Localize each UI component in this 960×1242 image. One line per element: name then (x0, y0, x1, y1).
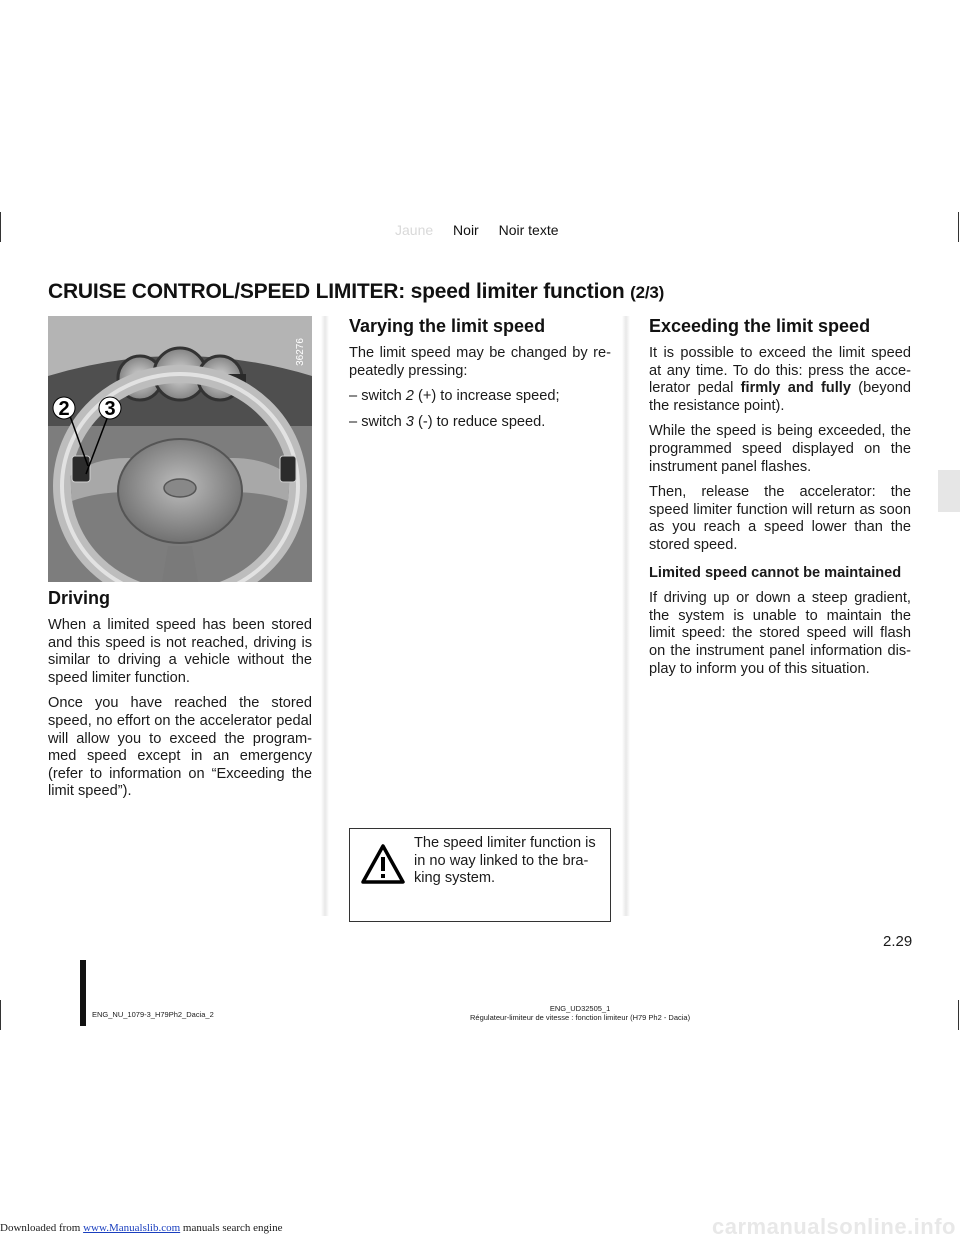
exceeding-subheading: Limited speed cannot be maintained (649, 564, 902, 581)
steering-wheel-illustration (48, 316, 312, 582)
exceeding-paragraph-2: While the speed is being exceeded, the programmed speed displayed on the instrument panel flashes. (649, 423, 911, 475)
varying-item (349, 414, 611, 432)
warning-triangle-icon (360, 843, 406, 885)
steering-wheel-photo (48, 316, 312, 582)
varying-section (349, 316, 611, 431)
exceeding-section (649, 316, 911, 678)
callout-3: 3 (104, 398, 116, 420)
exceeding-paragraph-4: If driving up or down a steep gradient, the system is unable to maintain the limit speed: the stored speed will flash on the instrument panel information dis-play to inform you of this situation. (649, 590, 911, 677)
page-number: 2.29 (883, 933, 913, 950)
chapter-tab (938, 470, 960, 512)
driving-heading: Driving (48, 588, 111, 608)
download-bar (0, 1222, 282, 1234)
driving-paragraph-2: Once you have reached the stored speed, no effort on the accelerator pedal will allow you to exceed the program-med speed except in an emergency (refer to information on “Exceeding the limit speed”). (48, 695, 312, 800)
footer-center-code: ENG_UD32505_1 (549, 1004, 611, 1013)
image-code: 36276 (295, 338, 306, 366)
list-text: (-) to reduce speed. (417, 413, 546, 430)
crop-mark (0, 212, 1, 242)
exceeding-heading: Exceeding the limit speed (649, 316, 871, 336)
switch-number: 3 (405, 413, 414, 430)
driving-paragraph-1: When a limited speed has been stored and this speed is not reached, driving is similar to driving a vehicle without the speed limiter function. (48, 617, 312, 686)
column-divider (622, 316, 630, 916)
callout-2: 2 (58, 398, 70, 420)
varying-item (349, 388, 611, 406)
list-text: switch (361, 388, 402, 405)
driving-section (48, 588, 312, 801)
list-text: switch (361, 413, 402, 430)
exceeding-paragraph-3: Then, release the accelerator: the speed limiter function will return as soon as you reach a speed lower than the stored speed. (649, 484, 911, 553)
exceeding-paragraph-1: It is possible to exceed the limit speed at any time. To do this: press the acce-lerator pedal firmly and fully (beyond the resistance point). (649, 345, 911, 414)
footer-bar (80, 960, 86, 1026)
download-text: Downloaded from (0, 1222, 81, 1234)
emphasis-text: firmly and fully (740, 380, 851, 397)
crop-mark (0, 1000, 1, 1030)
crop-mark (958, 212, 959, 242)
footer-left-code: ENG_NU_1079-3_H79Ph2_Dacia_2 (92, 1010, 214, 1019)
list-dash: – (349, 388, 358, 405)
column-divider (321, 316, 329, 916)
list-text: (+) to increase speed; (417, 388, 560, 405)
footer-center-description: Régulateur-limiteur de vitesse : fonction limiteur (H79 Ph2 - Dacia) (470, 1013, 691, 1022)
varying-heading: Varying the limit speed (349, 316, 546, 336)
crop-mark (958, 1000, 959, 1030)
mark-noir: Noir (453, 222, 479, 238)
print-color-marks (395, 222, 575, 238)
warning-text: The speed limiter function is in no way linked to the bra-king system. (414, 835, 596, 887)
varying-intro: The limit speed may be changed by re-peatedly pressing: (349, 345, 611, 379)
page-title-main: CRUISE CONTROL/SPEED LIMITER: speed limiter function (48, 280, 625, 303)
watermark: carmanualsonline.info (712, 1214, 956, 1239)
download-text: manuals search engine (182, 1222, 283, 1234)
mark-noir-texte: Noir texte (498, 222, 559, 238)
mark-jaune: Jaune (395, 222, 434, 238)
warning-box (349, 828, 611, 922)
switch-number: 2 (405, 388, 414, 405)
list-dash: – (349, 413, 358, 430)
page-title-part: (2/3) (630, 283, 665, 302)
page-title (48, 280, 664, 304)
manualslib-link[interactable]: www.Manualslib.com (83, 1222, 181, 1234)
footer-center (470, 1004, 690, 1022)
